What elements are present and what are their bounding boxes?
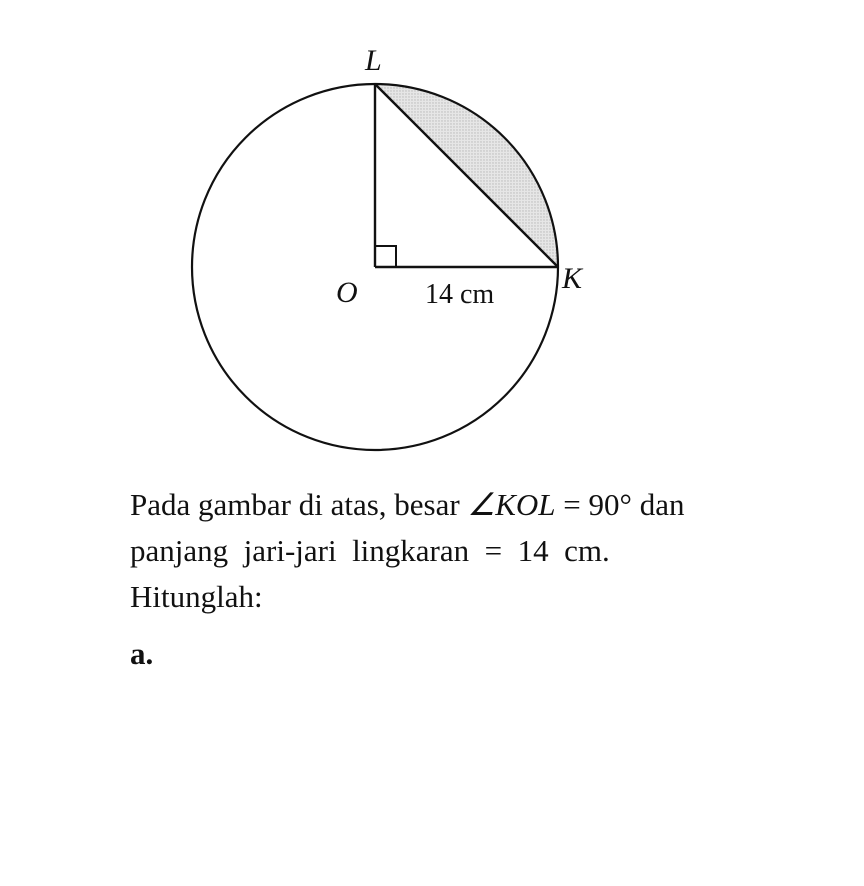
point-label-K: K: [562, 262, 583, 295]
point-label-O: O: [336, 276, 358, 309]
angle-value: = 90°: [555, 487, 640, 522]
radius-label: 14 cm: [425, 279, 495, 310]
point-label-L: L: [365, 44, 382, 77]
statement-line-2: panjang jari-jari lingkaran = 14 cm.: [130, 533, 610, 568]
statement-line-1: [130, 482, 830, 528]
item-marker: a.: [130, 636, 154, 671]
statement-text: Pada gambar di atas, besar: [130, 487, 468, 522]
statement-line-3: Hitunglah:: [130, 579, 263, 614]
problem-statement: [130, 482, 830, 620]
statement-text: dan: [639, 487, 685, 522]
right-angle-mark: [375, 246, 396, 267]
angle-expression: ∠KOL: [467, 487, 556, 522]
